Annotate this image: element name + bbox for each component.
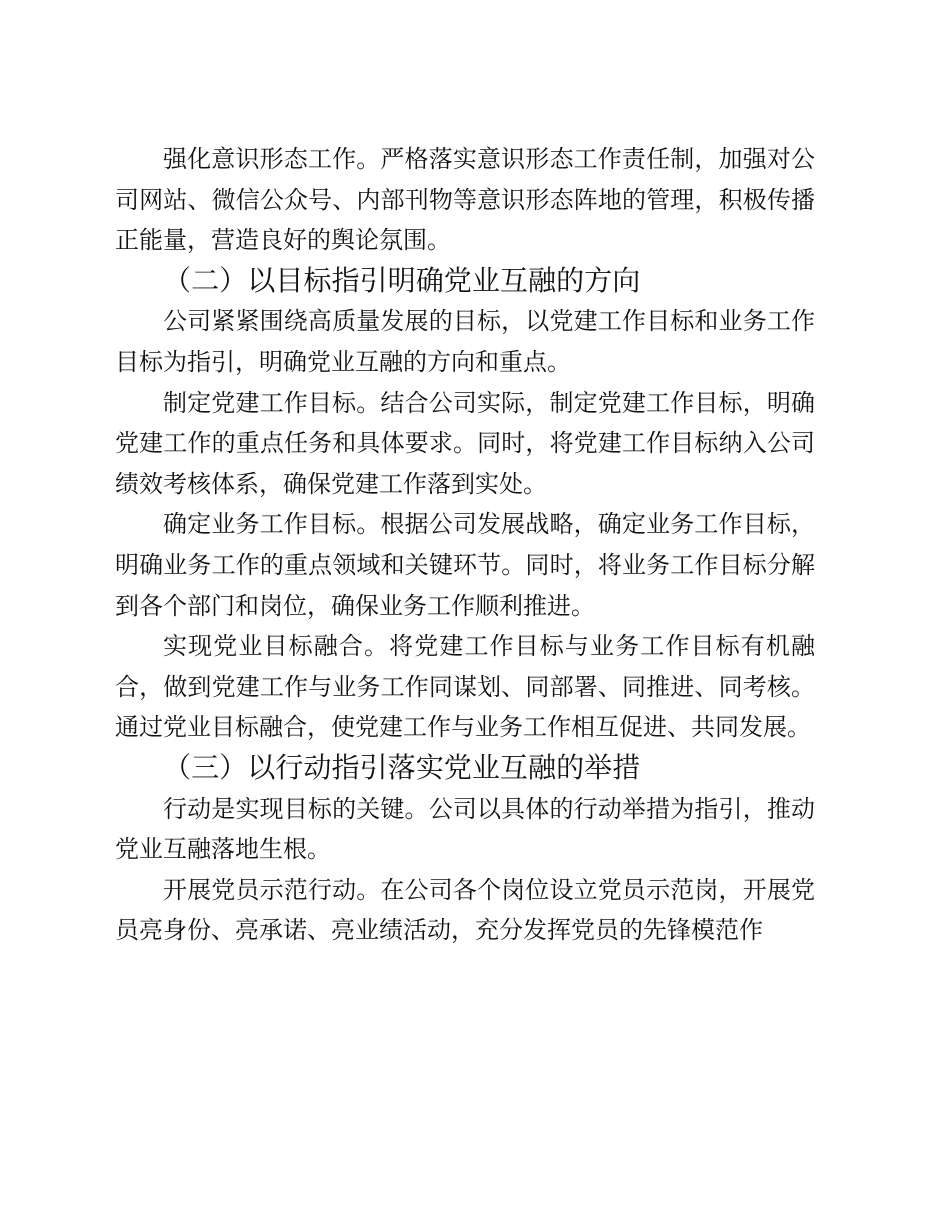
paragraph-party-member-action: 开展党员示范行动。在公司各个岗位设立党员示范岗，开展党员亮身份、亮承诺、亮业绩活动，充分发挥党员的先锋模范作: [115, 875, 815, 945]
section-heading-2: （二）以目标指引明确党业互融的方向: [163, 263, 641, 297]
paragraph-action-intro: 行动是实现目标的关键。公司以具体的行动举措为指引，推动党业互融落地生根。: [115, 794, 815, 864]
paragraph-party-goals: 制定党建工作目标。结合公司实际，制定党建工作目标，明确党建工作的重点任务和具体要求。同时，将党建工作目标纳入公司绩效考核体系，确保党建工作落到实处。: [115, 388, 815, 498]
paragraph-business-goals: 确定业务工作目标。根据公司发展战略，确定业务工作目标，明确业务工作的重点领域和关键环节。同时，将业务工作目标分解到各个部门和岗位，确保业务工作顺利推进。: [115, 510, 815, 620]
section-heading-3: （三）以行动指引落实党业互融的举措: [163, 750, 641, 784]
paragraph-goal-integration: 实现党业目标融合。将党建工作目标与业务工作目标有机融合，做到党建工作与业务工作同谋划、同部署、同推进、同考核。通过党业目标融合，使党建工作与业务工作相互促进、共同发展。: [115, 632, 815, 742]
paragraph-goal-intro: 公司紧紧围绕高质量发展的目标，以党建工作目标和业务工作目标为指引，明确党业互融的方向和重点。: [115, 307, 815, 376]
paragraph-ideology-work: 强化意识形态工作。严格落实意识形态工作责任制，加强对公司网站、微信公众号、内部刊物等意识形态阵地的管理，积极传播正能量，营造良好的舆论氛围。: [115, 145, 815, 255]
document-body: [115, 139, 815, 951]
